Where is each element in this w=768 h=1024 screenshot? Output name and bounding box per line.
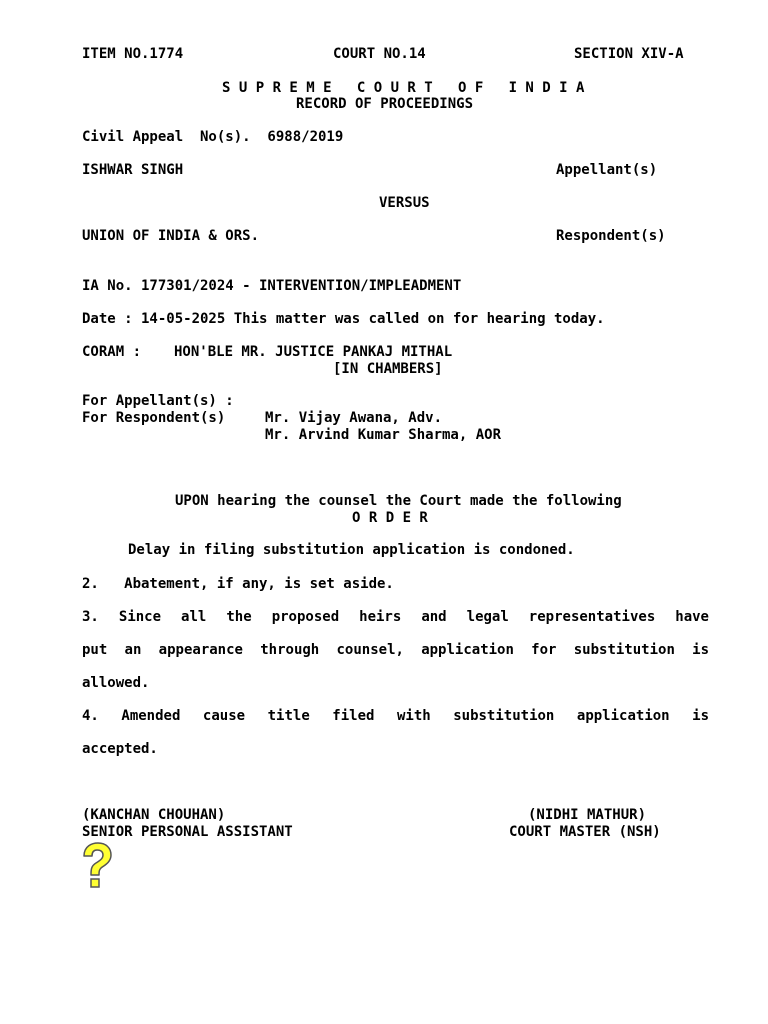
respondent-counsel-2: Mr. Arvind Kumar Sharma, AOR xyxy=(265,427,502,443)
case-number: Civil Appeal No(s). 6988/2019 xyxy=(82,129,344,145)
order-paragraph-3-line-2: put an appearance through counsel, application for substitution is xyxy=(82,642,709,658)
appellant-name: ISHWAR SINGH xyxy=(82,162,184,178)
coram-chambers: [IN CHAMBERS] xyxy=(333,361,443,377)
for-respondent-label: For Respondent(s) xyxy=(82,410,226,426)
coram-judge: HON'BLE MR. JUSTICE PANKAJ MITHAL xyxy=(174,344,453,360)
order-paragraph-4-line-1: 4. Amended cause title filed with substitution application is xyxy=(82,708,709,724)
signatory-right-name: (NIDHI MATHUR) xyxy=(528,807,647,823)
for-appellant-label: For Appellant(s) : xyxy=(82,393,234,409)
signatory-left-name: (KANCHAN CHOUHAN) xyxy=(82,807,226,823)
signatory-right-title: COURT MASTER (NSH) xyxy=(509,824,661,840)
order-title: O R D E R xyxy=(352,510,428,526)
order-paragraph-3-line-1: 3. Since all the proposed heirs and legal representatives have xyxy=(82,609,709,625)
question-mark-icon[interactable] xyxy=(80,842,114,890)
section-label: SECTION XIV-A xyxy=(574,46,684,62)
order-paragraph-2: 2. Abatement, if any, is set aside. xyxy=(82,576,394,592)
signatory-left-title: SENIOR PERSONAL ASSISTANT xyxy=(82,824,293,840)
ia-line: IA No. 177301/2024 - INTERVENTION/IMPLEADMENT xyxy=(82,278,462,294)
order-paragraph-4-line-2: accepted. xyxy=(82,741,158,757)
hearing-date-line: Date : 14-05-2025 This matter was called on for hearing today. xyxy=(82,311,605,327)
order-intro: UPON hearing the counsel the Court made the following xyxy=(175,493,622,509)
item-number: ITEM NO.1774 xyxy=(82,46,184,62)
coram-label: CORAM : xyxy=(82,344,142,360)
appellant-label: Appellant(s) xyxy=(556,162,658,178)
court-name: S U P R E M E C O U R T O F I N D I A xyxy=(222,80,585,96)
court-number: COURT NO.14 xyxy=(333,46,426,62)
respondent-counsel-1: Mr. Vijay Awana, Adv. xyxy=(265,410,443,426)
versus-label: VERSUS xyxy=(379,195,430,211)
record-title: RECORD OF PROCEEDINGS xyxy=(296,96,474,112)
respondent-name: UNION OF INDIA & ORS. xyxy=(82,228,260,244)
order-paragraph-3-line-3: allowed. xyxy=(82,675,150,691)
respondent-label: Respondent(s) xyxy=(556,228,666,244)
order-paragraph-1: Delay in filing substitution application is condoned. xyxy=(128,542,575,558)
